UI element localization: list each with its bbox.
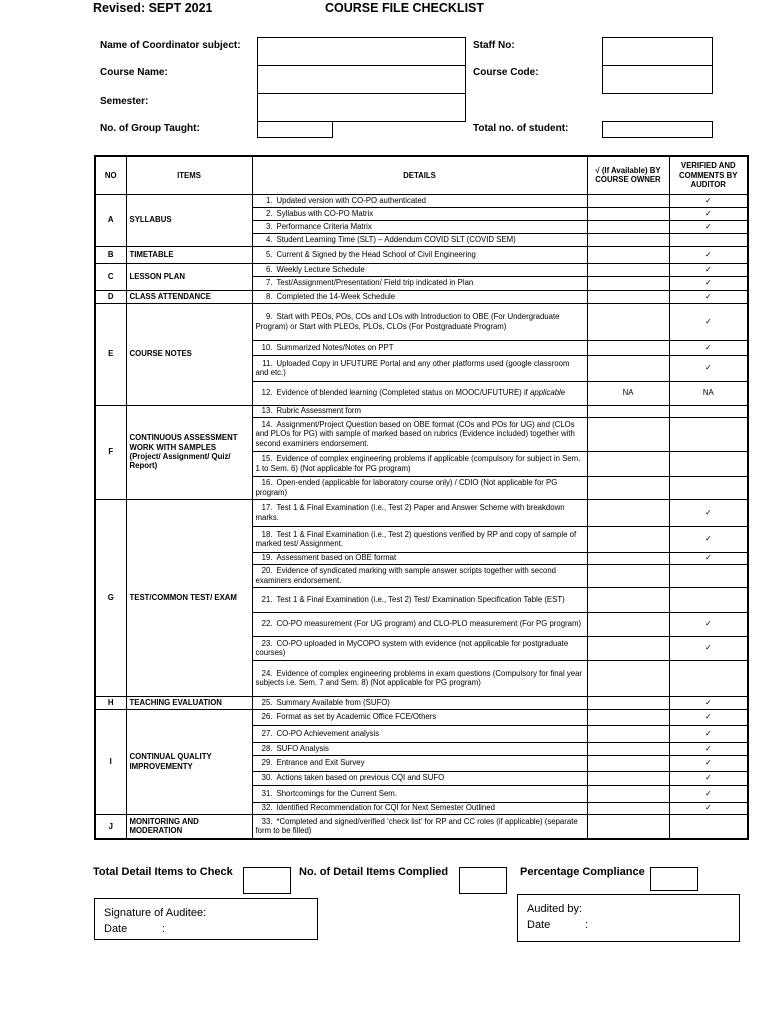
semester-label: Semester: [100,96,149,107]
detail-text: Format as set by Academic Office FCE/Others [276,712,437,722]
table-header-row [95,156,748,194]
course-owner-cell[interactable] [587,814,669,839]
table-row [95,709,748,725]
detail-italic-note: applicable [530,388,566,398]
auditor-cell[interactable] [669,405,748,417]
course-name-field[interactable] [257,65,466,94]
detail-cell [252,755,587,771]
detail-number: 24. [261,668,273,678]
check-mark-icon[interactable]: ✓ [669,802,748,814]
check-mark-icon[interactable]: ✓ [669,696,748,709]
detail-cell [252,451,587,476]
section-no: B [95,246,126,263]
auditee-date-label: Date [104,923,128,935]
detail-cell [252,381,587,405]
detail-cell [252,476,587,499]
detail-text: Weekly Lecture Schedule [276,264,365,274]
detail-text: Open-ended (applicable for laboratory course only) / CDIO (Not applicable for PG program) [255,478,558,497]
detail-cell [252,552,587,564]
detail-number: 19. [261,553,273,563]
percentage-label: Percentage Compliance [520,866,645,878]
detail-number: 6. [265,264,273,274]
check-mark-icon[interactable]: ✓ [669,785,748,802]
course-owner-cell[interactable] [587,636,669,660]
auditee-signature-label: Signature of Auditee: [104,907,207,919]
table-row [95,303,748,340]
course-owner-cell[interactable] [587,476,669,499]
check-mark-icon[interactable]: ✓ [669,725,748,742]
course-owner-cell[interactable] [587,451,669,476]
course-owner-cell[interactable] [587,233,669,246]
detail-number: 32. [261,803,273,813]
detail-text: *Completed and signed/verified ‘check list’ for RP and CC roles (if applicable) (separate form to be filled) [255,816,578,836]
group-taught-label: No. of Group Taught: [100,123,200,134]
section-item: MONITORING AND MODERATION [126,814,252,839]
section-no: D [95,290,126,303]
header-course-owner: √ (If Available) BY COURSE OWNER [587,156,669,194]
check-mark-icon[interactable]: ✓ [669,207,748,220]
auditee-signature-box[interactable] [94,898,318,940]
course-owner-cell[interactable] [587,290,669,303]
auditor-cell[interactable] [669,451,748,476]
detail-number: 27. [261,728,273,738]
detail-number: 12. [261,388,273,398]
detail-text: Evidence of complex engineering problems if applicable (compulsory for subject in Sem. 1 to Sem. 6) (Not applicable for PG program) [255,454,581,473]
detail-number: 31. [261,788,273,798]
table-row [95,499,748,526]
course-owner-cell[interactable] [587,263,669,276]
detail-number: 3. [265,221,273,231]
detail-number: 25. [261,697,273,707]
auditor-cell[interactable]: NA [669,381,748,405]
course-owner-cell[interactable] [587,785,669,802]
header-details: DETAILS [252,156,587,194]
detail-number: 18. [261,529,273,539]
course-owner-cell[interactable] [587,802,669,814]
detail-cell [252,612,587,636]
detail-text: Student Learning Time (SLT) – Addendum COVID SLT (COVID SEM) [276,234,516,244]
detail-cell [252,276,587,290]
detail-number: 33. [261,816,273,826]
detail-text: Start with PEOs, POs, COs and LOs with Introduction to OBE (For Undergraduate Program) or Start with PLEOs, PLOs, CLOs (For Postgraduate Program) [255,312,560,331]
detail-cell [252,355,587,381]
detail-text: Shortcomings for the Current Sem. [276,788,397,798]
auditor-cell[interactable] [669,587,748,612]
semester-field[interactable] [257,93,466,122]
detail-number: 16. [261,478,273,488]
course-owner-cell[interactable] [587,220,669,233]
detail-text: SUFO Analysis [276,743,329,753]
course-owner-cell[interactable] [587,660,669,696]
section-no: H [95,696,126,709]
detail-cell [252,263,587,276]
detail-text: Test 1 & Final Examination (i.e., Test 2) Paper and Answer Scheme with breakdown marks. [255,503,565,522]
page-title: COURSE FILE CHECKLIST [325,1,485,15]
section-no: A [95,194,126,246]
check-mark-icon[interactable]: ✓ [669,709,748,725]
detail-text: Entrance and Exit Survey [276,758,365,768]
table-row [95,290,748,303]
detail-text: Completed the 14-Week Schedule [276,291,396,301]
detail-number: 5. [265,249,273,259]
detail-cell [252,303,587,340]
course-owner-cell[interactable] [587,303,669,340]
detail-cell [252,696,587,709]
course-owner-cell[interactable] [587,246,669,263]
auditor-date-colon: : [585,919,589,931]
check-mark-icon[interactable]: ✓ [669,755,748,771]
total-student-field[interactable] [602,121,713,138]
course-owner-cell[interactable] [587,725,669,742]
detail-number: 9. [265,312,273,322]
table-row [95,814,748,839]
check-mark-icon[interactable]: ✓ [669,340,748,355]
checklist-body [95,194,748,839]
course-owner-cell[interactable] [587,276,669,290]
detail-cell [252,405,587,417]
section-item: SYLLABUS [126,194,252,246]
detail-number: 22. [261,619,273,629]
detail-number: 14. [261,419,273,429]
section-item: TEST/COMMON TEST/ EXAM [126,499,252,696]
detail-number: 4. [265,234,273,244]
check-mark-icon[interactable]: ✓ [669,290,748,303]
detail-text: Summary Available from (SUFO) [276,697,390,707]
section-no: C [95,263,126,290]
check-mark-icon[interactable]: ✓ [669,499,748,526]
section-item: TEACHING EVALUATION [126,696,252,709]
course-owner-cell[interactable] [587,207,669,220]
detail-cell [252,814,587,839]
detail-number: 13. [261,406,273,416]
detail-cell [252,207,587,220]
section-no: G [95,499,126,696]
detail-number: 30. [261,773,273,783]
detail-number: 8. [265,291,273,301]
table-row [95,246,748,263]
revised-date: Revised: SEPT 2021 [93,1,213,15]
detail-number: 7. [265,278,273,288]
detail-text: Summarized Notes/Notes on PPT [276,342,394,352]
detail-number: 1. [265,195,273,205]
checklist-table [94,155,749,840]
audited-by-label: Audited by: [527,903,583,915]
section-no: J [95,814,126,839]
auditor-cell[interactable] [669,564,748,587]
detail-number: 28. [261,743,273,753]
detail-text: Updated version with CO-PO authenticated [276,195,427,205]
course-code-label: Course Code: [473,67,539,78]
detail-text: Test/Assignment/Presentation/ Field trip indicated in Plan [276,278,474,288]
header-auditor: VERIFIED AND COMMENTS BY AUDITOR [669,156,748,194]
detail-text: Evidence of blended learning (Completed status on MOOC/UFUTURE) if [276,388,528,398]
section-no: F [95,405,126,499]
detail-cell [252,499,587,526]
detail-text: Rubric Assessment form [276,406,361,416]
detail-cell [252,725,587,742]
check-mark-icon[interactable]: ✓ [669,771,748,785]
detail-text: Test 1 & Final Examination (i.e., Test 2) questions verified by RP and copy of sample of marked test/ Assignment. [255,529,577,548]
course-owner-cell[interactable] [587,771,669,785]
course-owner-cell[interactable] [587,340,669,355]
course-owner-cell[interactable] [587,755,669,771]
check-mark-icon[interactable]: ✓ [669,194,748,207]
total-items-field[interactable] [243,867,291,894]
detail-text: Assessment based on OBE format [276,553,397,563]
auditor-cell[interactable] [669,814,748,839]
detail-cell [252,340,587,355]
detail-text: CO-PO uploaded in MyCOPO system with evidence (not applicable for postgraduate courses) [255,638,569,657]
table-row [95,405,748,417]
detail-text: Actions taken based on previous CQI and SUFO [276,773,445,783]
detail-number: 15. [261,454,273,464]
detail-cell [252,526,587,552]
detail-text: Performance Criteria Matrix [276,221,372,231]
section-item: TIMETABLE [126,246,252,263]
course-code-field[interactable] [602,65,713,94]
course-owner-cell[interactable] [587,564,669,587]
detail-cell [252,785,587,802]
detail-number: 29. [261,758,273,768]
section-no: E [95,303,126,405]
detail-text: CO-PO measurement (For UG program) and CLO-PLO measurement (For PG program) [276,619,582,629]
detail-number: 26. [261,712,273,722]
course-owner-cell[interactable] [587,499,669,526]
table-row [95,263,748,276]
course-owner-cell[interactable] [587,355,669,381]
check-mark-icon[interactable]: ✓ [669,220,748,233]
check-mark-icon[interactable]: ✓ [669,552,748,564]
detail-text: Identified Recommendation for CQI for Next Semester Outlined [276,803,495,813]
course-owner-cell[interactable] [587,526,669,552]
group-taught-field[interactable] [257,121,333,138]
check-mark-icon[interactable]: ✓ [669,636,748,660]
detail-cell [252,246,587,263]
course-owner-cell[interactable] [587,742,669,755]
section-item: LESSON PLAN [126,263,252,290]
total-student-label: Total no. of student: [473,123,569,134]
check-mark-icon[interactable]: ✓ [669,742,748,755]
table-row [95,194,748,207]
section-item: CLASS ATTENDANCE [126,290,252,303]
detail-number: 2. [265,208,273,218]
items-complied-label: No. of Detail Items Complied [299,866,449,878]
check-mark-icon[interactable]: ✓ [669,355,748,381]
auditor-cell[interactable] [669,476,748,499]
course-owner-cell[interactable] [587,587,669,612]
detail-number: 23. [261,638,273,648]
auditee-date-colon: : [162,923,166,935]
course-owner-cell[interactable] [587,417,669,451]
percentage-field[interactable] [650,867,698,891]
detail-text: Evidence of complex engineering problems in exam questions (Compulsory for final year subjects i.e. Sem. 7 and Sem. 8) (Not applicable for PG program) [255,668,583,687]
section-item: CONTINUOUS ASSESSMENT WORK WITH SAMPLES (Project/ Assignment/ Quiz/ Report) [126,405,252,499]
detail-number: 10. [261,342,273,352]
section-no: I [95,709,126,814]
detail-cell [252,636,587,660]
check-mark-icon[interactable]: ✓ [669,612,748,636]
course-owner-cell[interactable] [587,709,669,725]
detail-cell [252,290,587,303]
header-items: ITEMS [126,156,252,194]
detail-text: Test 1 & Final Examination (i.e., Test 2) Test/ Examination Specification Table (EST) [276,594,565,604]
table-row [95,696,748,709]
detail-cell [252,220,587,233]
course-name-label: Course Name: [100,67,168,78]
detail-cell [252,587,587,612]
total-items-label: Total Detail Items to Check [93,866,233,878]
section-item: CONTINUAL QUALITY IMPROVEMENTY [126,709,252,814]
detail-text: CO-PO Achievement analysis [276,728,380,738]
detail-cell [252,417,587,451]
detail-cell [252,564,587,587]
detail-cell [252,742,587,755]
detail-cell [252,802,587,814]
coordinator-label: Name of Coordinator subject: [100,40,241,51]
detail-cell [252,233,587,246]
check-mark-icon[interactable]: ✓ [669,263,748,276]
detail-text: Assignment/Project Question based on OBE format (COs and POs for UG) and (CLOs and PLOs for PG) with sample of marked based on rubrics (Evidence included) together with second examiners endorsement. [255,419,575,448]
detail-cell [252,709,587,725]
staff-no-field[interactable] [602,37,713,66]
auditor-cell[interactable] [669,417,748,451]
auditor-cell[interactable] [669,233,748,246]
detail-number: 11. [262,358,273,368]
auditor-cell[interactable] [669,660,748,696]
detail-text: Syllabus with CO-PO Matrix [276,208,374,218]
detail-text: Evidence of syndicated marking with sample answer scripts together with second examiners endorsement. [255,566,557,585]
course-owner-cell[interactable] [587,552,669,564]
detail-text: Current & Signed by the Head School of Civil Engineering [276,249,476,259]
check-mark-icon[interactable]: ✓ [669,303,748,340]
detail-cell [252,194,587,207]
check-mark-icon[interactable]: ✓ [669,526,748,552]
items-complied-field[interactable] [459,867,507,894]
coordinator-field[interactable] [257,37,466,66]
check-mark-icon[interactable]: ✓ [669,276,748,290]
detail-text: Uploaded Copy in UFUTURE Portal and any other platforms used (google classroom and etc.) [255,358,570,377]
course-owner-cell[interactable] [587,696,669,709]
course-owner-cell[interactable] [587,194,669,207]
course-owner-cell[interactable] [587,405,669,417]
detail-cell [252,771,587,785]
detail-number: 17. [261,503,273,513]
staff-no-label: Staff No: [473,40,515,51]
detail-cell [252,660,587,696]
check-mark-icon[interactable]: ✓ [669,246,748,263]
auditor-date-label: Date [527,919,551,931]
course-owner-cell[interactable] [587,612,669,636]
detail-number: 20. [261,566,273,576]
section-item: COURSE NOTES [126,303,252,405]
auditor-signature-box[interactable] [517,894,740,942]
header-no: NO [95,156,126,194]
course-owner-cell[interactable]: NA [587,381,669,405]
detail-number: 21. [261,594,273,604]
